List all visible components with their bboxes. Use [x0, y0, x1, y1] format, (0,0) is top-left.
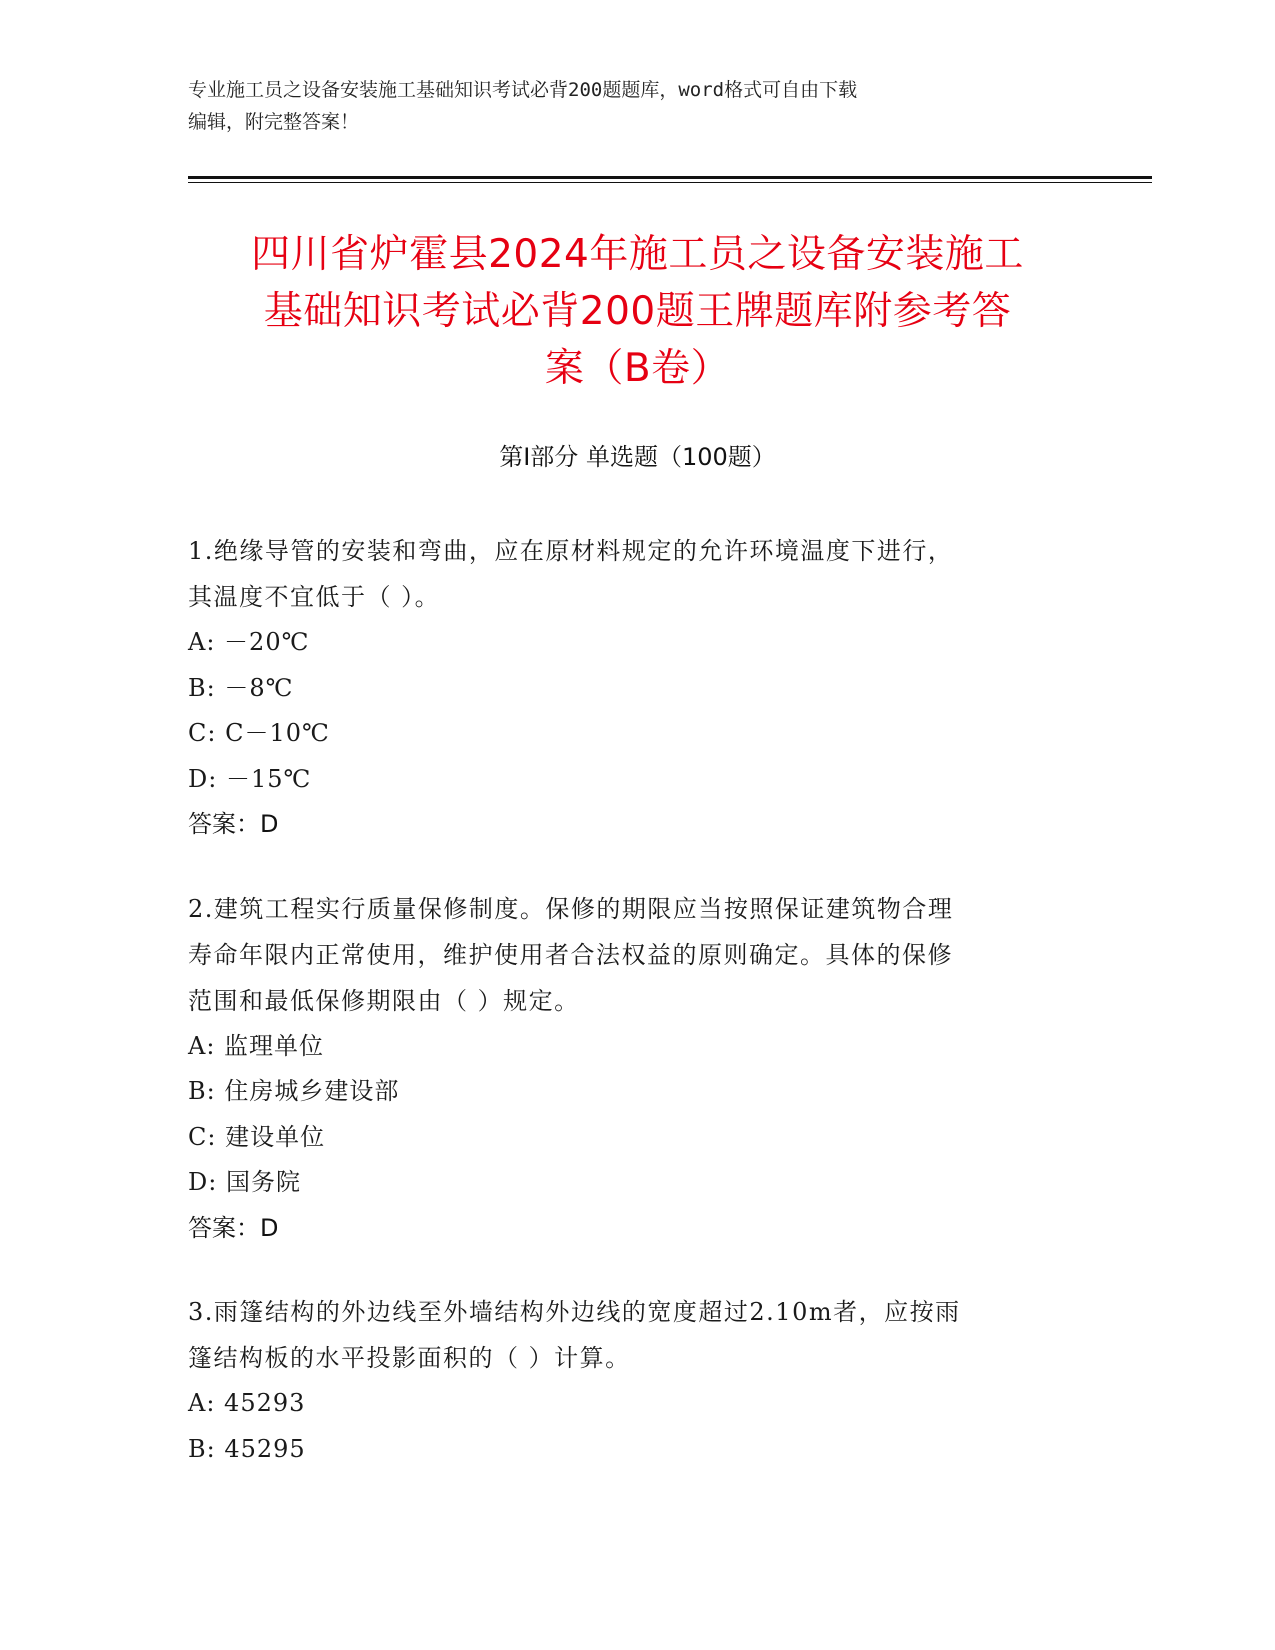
section-heading: 第Ⅰ部分 单选题（100题）	[499, 443, 776, 471]
option-b: B: 45295	[188, 1434, 306, 1463]
option-c: C: C－10℃	[188, 719, 330, 747]
question-2	[188, 886, 1068, 1252]
option-list	[188, 620, 1068, 802]
option-c: C: 建设单位	[188, 1122, 326, 1151]
question-3	[188, 1289, 1068, 1472]
question-stem	[188, 886, 1068, 1024]
header-divider-thin	[188, 182, 1152, 183]
option-list	[188, 1381, 1068, 1472]
option-a: A: 45293	[188, 1389, 306, 1417]
question-stem-line: 2.建筑工程实行质量保修制度。保修的期限应当按照保证建筑物合理	[188, 894, 954, 923]
header-divider-thick	[188, 176, 1152, 179]
question-list	[188, 528, 1068, 1510]
option-a: A: －20℃	[188, 628, 310, 656]
question-stem-line: 其温度不宜低于（ ）。	[188, 583, 441, 611]
answer-line: 答案：D	[188, 1213, 279, 1242]
question-stem-line: 1.绝缘导管的安装和弯曲，应在原材料规定的允许环境温度下进行，	[188, 537, 954, 565]
document-title-line-3: 案（B卷）	[544, 346, 731, 391]
option-a: A: 监理单位	[188, 1031, 325, 1060]
question-stem-line: 3.雨篷结构的外边线至外墙结构外边线的宽度超过2.10m者，应按雨	[188, 1298, 961, 1326]
question-stem-line: 篷结构板的水平投影面积的（ ）计算。	[188, 1344, 631, 1372]
document-title	[150, 226, 1125, 397]
answer-line: 答案：D	[188, 810, 279, 838]
document-title-line-1: 四川省炉霍县2024年施工员之设备安装施工	[251, 232, 1024, 277]
document-title-line-2: 基础知识考试必背200题王牌题库附参考答	[263, 289, 1012, 334]
header-note-line-1: 专业施工员之设备安装施工基础知识考试必背200题题库，word格式可自由下载	[188, 79, 858, 101]
header-note-line-2: 编辑，附完整答案！	[188, 111, 360, 133]
option-b: B: 住房城乡建设部	[188, 1077, 400, 1105]
option-d: D: 国务院	[188, 1168, 301, 1196]
option-list	[188, 1024, 1068, 1206]
question-stem	[188, 1289, 1068, 1381]
question-stem-line: 范围和最低保修期限由（ ）规定。	[188, 986, 580, 1015]
question-1	[188, 528, 1068, 848]
question-stem-line: 寿命年限内正常使用，维护使用者合法权益的原则确定。具体的保修	[188, 940, 953, 969]
option-b: B: －8℃	[188, 673, 294, 702]
header-note	[188, 74, 1088, 138]
question-stem	[188, 528, 1068, 620]
option-d: D: －15℃	[188, 764, 312, 793]
